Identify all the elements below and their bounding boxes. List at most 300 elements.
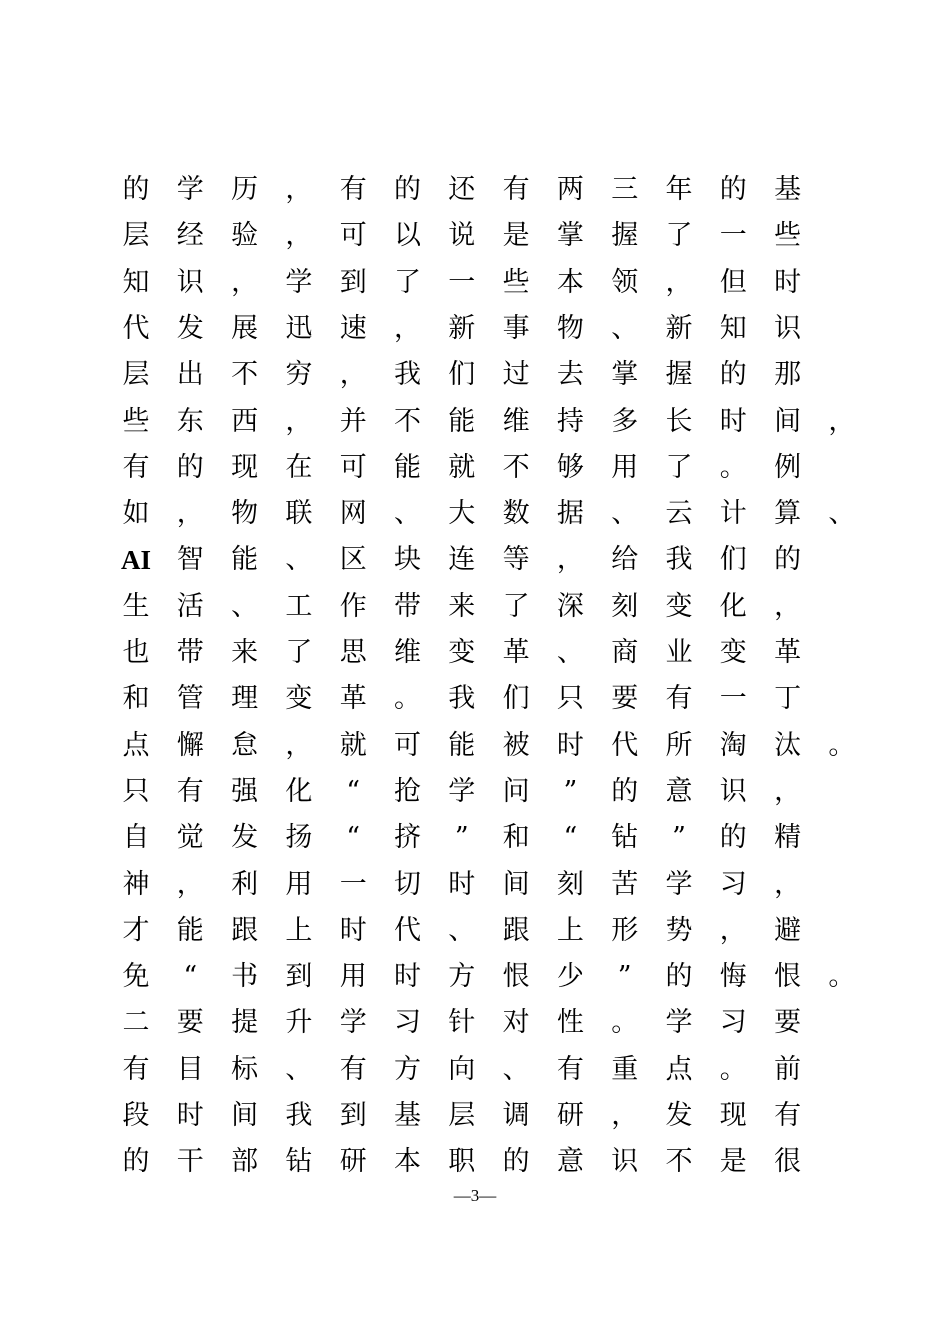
text-char: 用 xyxy=(285,868,313,900)
text-line xyxy=(0,172,950,218)
text-char: 针 xyxy=(448,1007,476,1039)
text-char: 只 xyxy=(122,775,150,807)
text-char: 例 xyxy=(774,451,802,483)
text-line xyxy=(0,867,950,913)
text-char: 标 xyxy=(231,1053,259,1085)
text-line xyxy=(0,218,950,264)
text-char: 西 xyxy=(231,405,259,437)
text-char: 的 xyxy=(719,359,747,391)
text-char: 展 xyxy=(231,312,259,344)
text-char: 。 xyxy=(719,1053,747,1085)
text-char: 速 xyxy=(339,312,367,344)
text-char: 知 xyxy=(122,266,150,298)
text-line xyxy=(0,1144,950,1190)
text-char: 怠 xyxy=(231,729,259,761)
text-char: 业 xyxy=(665,637,693,668)
text-char: 恨 xyxy=(774,961,802,993)
text-char: 新 xyxy=(665,312,693,344)
text-char: 段 xyxy=(122,1100,150,1131)
text-char: 化 xyxy=(719,590,747,622)
text-char: 现 xyxy=(231,451,259,483)
text-line xyxy=(0,542,950,588)
text-char: 。 xyxy=(611,1007,639,1039)
text-char: ” xyxy=(617,961,632,993)
text-char: 苦 xyxy=(611,868,639,900)
text-char: 时 xyxy=(774,266,802,298)
text-char: ， xyxy=(394,312,421,344)
text-char: 智 xyxy=(176,544,204,576)
text-char: 刻 xyxy=(611,590,639,622)
text-char: 。 xyxy=(828,729,856,761)
text-char: 能 xyxy=(231,544,259,576)
text-char: 识 xyxy=(176,266,204,298)
text-char: 管 xyxy=(176,683,204,715)
text-char: 时 xyxy=(719,405,747,437)
text-char: 是 xyxy=(502,220,530,252)
text-char: 。 xyxy=(394,683,421,715)
text-char: 有 xyxy=(774,1100,802,1131)
text-char: 经 xyxy=(176,220,204,252)
text-char: 前 xyxy=(774,1053,802,1085)
text-char: 习 xyxy=(394,1007,421,1039)
text-char: 的 xyxy=(176,451,204,483)
text-char: 恨 xyxy=(502,961,530,993)
text-char: 过 xyxy=(502,359,530,391)
text-char: 了 xyxy=(285,637,313,668)
text-char: 利 xyxy=(231,868,259,900)
text-char: 职 xyxy=(448,1146,476,1178)
text-line xyxy=(0,635,950,681)
text-char: 学 xyxy=(665,1007,693,1039)
text-char: 革 xyxy=(339,683,367,715)
text-char: 、 xyxy=(285,1053,313,1085)
text-char: 发 xyxy=(665,1100,693,1131)
text-char: 不 xyxy=(394,405,421,437)
text-char: ， xyxy=(285,174,313,205)
text-char: 上 xyxy=(285,914,313,946)
text-char: 刻 xyxy=(556,868,584,900)
text-char: 方 xyxy=(448,961,476,993)
text-char: 商 xyxy=(611,637,639,668)
text-char: 网 xyxy=(339,498,367,530)
text-char: 那 xyxy=(774,359,802,391)
text-char: 、 xyxy=(394,498,421,530)
text-line xyxy=(0,728,950,774)
text-char: 握 xyxy=(611,220,639,252)
text-char: 上 xyxy=(556,914,584,946)
text-char: 据 xyxy=(556,498,584,530)
text-char: 时 xyxy=(176,1100,204,1131)
text-char: 识 xyxy=(719,775,747,807)
text-char: ， xyxy=(774,590,802,622)
text-char: 本 xyxy=(394,1146,421,1178)
text-char: 能 xyxy=(448,405,476,437)
text-char: 的 xyxy=(611,775,639,807)
text-char: 说 xyxy=(448,220,476,252)
text-char: 学 xyxy=(665,868,693,900)
text-char: 穷 xyxy=(285,359,313,391)
text-char: 有 xyxy=(556,1053,584,1085)
text-char: 变 xyxy=(285,683,313,715)
text-char: 学 xyxy=(285,266,313,298)
text-char: 计 xyxy=(719,498,747,530)
text-char: 两 xyxy=(556,174,584,205)
text-char: ， xyxy=(828,405,856,437)
text-char: 的 xyxy=(122,174,150,205)
text-char: 深 xyxy=(556,590,584,622)
text-char: “ xyxy=(183,961,198,993)
text-line xyxy=(0,959,950,1005)
text-char: 研 xyxy=(339,1146,367,1178)
text-char: 、 xyxy=(556,637,584,668)
text-char: 目 xyxy=(176,1053,204,1085)
text-char: 部 xyxy=(231,1146,259,1178)
text-char: ， xyxy=(665,266,693,298)
text-char: 学 xyxy=(339,1007,367,1039)
text-line xyxy=(0,404,950,450)
text-char: 些 xyxy=(774,220,802,252)
text-char: 重 xyxy=(611,1053,639,1085)
text-line xyxy=(0,774,950,820)
text-line xyxy=(0,265,950,311)
text-char: 的 xyxy=(719,822,747,854)
text-char: 本 xyxy=(556,266,584,298)
text-char: “ xyxy=(563,822,578,854)
text-char: 变 xyxy=(665,590,693,622)
text-char: 、 xyxy=(448,914,476,946)
text-char: 能 xyxy=(394,451,421,483)
text-char: 多 xyxy=(611,405,639,437)
text-char: ， xyxy=(285,729,313,761)
text-line xyxy=(0,1098,950,1144)
text-char: 发 xyxy=(176,312,204,344)
text-char: 一 xyxy=(339,868,367,900)
page-number: —3— xyxy=(453,1186,497,1205)
text-char: 。 xyxy=(719,451,747,483)
text-char: 代 xyxy=(611,729,639,761)
text-char: 势 xyxy=(665,914,693,946)
text-line xyxy=(0,1005,950,1051)
text-char: 带 xyxy=(176,637,204,668)
text-char: 我 xyxy=(665,544,693,576)
text-char: 、 xyxy=(502,1053,530,1085)
text-char: 才 xyxy=(122,914,150,946)
text-char: 向 xyxy=(448,1053,476,1085)
text-char: 来 xyxy=(448,590,476,622)
text-char: 三 xyxy=(611,174,639,205)
text-char: ， xyxy=(231,266,259,298)
text-char: 但 xyxy=(719,266,747,298)
text-char: 些 xyxy=(502,266,530,298)
text-char: 觉 xyxy=(176,822,204,854)
text-char: 、 xyxy=(611,312,639,344)
text-char: 被 xyxy=(502,729,530,761)
text-char: 所 xyxy=(665,729,693,761)
text-char: 的 xyxy=(774,544,802,576)
text-char: 和 xyxy=(122,683,150,715)
text-char: 习 xyxy=(719,1007,747,1039)
text-char: 事 xyxy=(502,312,530,344)
text-char: 层 xyxy=(122,359,150,391)
text-char: 有 xyxy=(502,174,530,205)
text-char: 点 xyxy=(665,1053,693,1085)
text-char: 联 xyxy=(285,498,313,530)
text-char: ， xyxy=(285,405,313,437)
text-char: 了 xyxy=(665,451,693,483)
text-char: 理 xyxy=(231,683,259,715)
text-char: 生 xyxy=(122,590,150,622)
text-char: 思 xyxy=(339,637,367,668)
text-char: 够 xyxy=(556,451,584,483)
text-char: 挤 xyxy=(394,822,421,854)
text-line xyxy=(0,496,950,542)
text-char: 大 xyxy=(448,498,476,530)
text-char: 也 xyxy=(122,637,150,668)
text-char: 如 xyxy=(122,498,150,530)
text-char: 丁 xyxy=(774,683,802,715)
text-char: 问 xyxy=(502,775,530,807)
text-char: 有 xyxy=(339,1053,367,1085)
text-char: 知 xyxy=(719,312,747,344)
text-char: 有 xyxy=(122,451,150,483)
text-char: 、 xyxy=(611,498,639,530)
text-char: 升 xyxy=(285,1007,313,1039)
text-char: 的 xyxy=(394,174,421,205)
text-char: 维 xyxy=(394,637,421,668)
text-char: 是 xyxy=(719,1146,747,1178)
text-char: 点 xyxy=(122,729,150,761)
text-line xyxy=(0,913,950,959)
text-line xyxy=(0,681,950,727)
text-char: 用 xyxy=(339,961,367,993)
text-char: 握 xyxy=(665,359,693,391)
text-char: 要 xyxy=(176,1007,204,1039)
text-char: 层 xyxy=(448,1100,476,1131)
text-char: 到 xyxy=(339,266,367,298)
text-char: 了 xyxy=(665,220,693,252)
text-char: 历 xyxy=(231,174,259,205)
text-char: 工 xyxy=(285,590,313,622)
text-char: 我 xyxy=(285,1100,313,1131)
text-char: 迅 xyxy=(285,312,313,344)
text-char: 验 xyxy=(231,220,259,252)
text-line xyxy=(0,1052,950,1098)
text-char: ” xyxy=(563,775,578,807)
text-char: 书 xyxy=(231,961,259,993)
text-char: 识 xyxy=(774,312,802,344)
text-char: 不 xyxy=(231,359,259,391)
text-char: 物 xyxy=(231,498,259,530)
text-char: 连 xyxy=(448,544,476,576)
text-char: 来 xyxy=(231,637,259,668)
text-char: 持 xyxy=(556,405,584,437)
text-line xyxy=(0,820,950,866)
text-char: 方 xyxy=(394,1053,421,1085)
text-char: 跟 xyxy=(502,914,530,946)
text-char: 长 xyxy=(665,405,693,437)
text-char: 就 xyxy=(448,451,476,483)
text-char: 时 xyxy=(339,914,367,946)
text-char: 提 xyxy=(231,1007,259,1039)
text-char: ， xyxy=(556,544,584,576)
text-char: 以 xyxy=(394,220,421,252)
text-char: 算 xyxy=(774,498,802,530)
text-char: 了 xyxy=(502,590,530,622)
text-char: 学 xyxy=(448,775,476,807)
text-char: 间 xyxy=(231,1100,259,1131)
text-char: 二 xyxy=(122,1007,150,1039)
text-char: 的 xyxy=(122,1146,150,1178)
text-char: 扬 xyxy=(285,822,313,854)
text-char: 有 xyxy=(176,775,204,807)
text-char: 的 xyxy=(665,961,693,993)
text-char: 等 xyxy=(502,544,530,576)
text-char: 维 xyxy=(502,405,530,437)
text-char: 和 xyxy=(502,822,530,854)
text-char: 代 xyxy=(122,312,150,344)
text-char: 、 xyxy=(828,498,856,530)
text-char: 化 xyxy=(285,775,313,807)
text-line xyxy=(0,450,950,496)
text-char: 形 xyxy=(611,914,639,946)
text-char: 、 xyxy=(285,544,313,576)
text-char: 学 xyxy=(176,174,204,205)
text-char: 不 xyxy=(665,1146,693,1178)
text-char: 活 xyxy=(176,590,204,622)
text-char: 强 xyxy=(231,775,259,807)
text-char: 在 xyxy=(285,451,313,483)
text-char: 要 xyxy=(611,683,639,715)
text-char: 汰 xyxy=(774,729,802,761)
text-char: 淘 xyxy=(719,729,747,761)
text-char: 年 xyxy=(665,174,693,205)
text-char: ， xyxy=(611,1100,639,1131)
text-char: 精 xyxy=(774,822,802,854)
text-char: 我 xyxy=(394,359,421,391)
text-char: 层 xyxy=(122,220,150,252)
text-char: 悔 xyxy=(719,961,747,993)
text-char: 对 xyxy=(502,1007,530,1039)
text-char: 的 xyxy=(719,174,747,205)
text-char: 一 xyxy=(448,266,476,298)
text-char: 间 xyxy=(502,868,530,900)
text-line xyxy=(0,589,950,635)
text-char: 性 xyxy=(556,1007,584,1039)
text-char: 可 xyxy=(394,729,421,761)
text-char: 的 xyxy=(502,1146,530,1178)
text-char: 习 xyxy=(719,868,747,900)
text-char: ， xyxy=(339,359,367,391)
text-char: 可 xyxy=(339,451,367,483)
text-char: 很 xyxy=(774,1146,802,1178)
text-char: 干 xyxy=(176,1146,204,1178)
text-char: 不 xyxy=(502,451,530,483)
text-char: 神 xyxy=(122,868,150,900)
text-char: 、 xyxy=(231,590,259,622)
text-char: ” xyxy=(672,822,686,854)
text-char: 作 xyxy=(339,590,367,622)
text-char: 到 xyxy=(285,961,313,993)
text-char: 只 xyxy=(556,683,584,715)
text-char: 东 xyxy=(176,405,204,437)
text-char: 物 xyxy=(556,312,584,344)
text-char: 们 xyxy=(448,359,476,391)
text-char: 了 xyxy=(394,266,421,298)
text-char: 钻 xyxy=(611,822,639,854)
text-line xyxy=(0,357,950,403)
text-char: 掌 xyxy=(611,359,639,391)
text-char: 懈 xyxy=(176,729,204,761)
text-char: “ xyxy=(346,775,361,807)
text-char: 切 xyxy=(394,868,421,900)
text-char: 识 xyxy=(611,1146,639,1178)
text-char: 代 xyxy=(394,914,421,946)
text-char: 有 xyxy=(339,174,367,205)
text-char: 。 xyxy=(828,961,856,993)
text-char: ， xyxy=(774,868,802,900)
text-char: 时 xyxy=(556,729,584,761)
text-char: 们 xyxy=(502,683,530,715)
text-char: 调 xyxy=(502,1100,530,1131)
text-char: 云 xyxy=(665,498,693,530)
text-char: 能 xyxy=(448,729,476,761)
text-char: ” xyxy=(454,822,469,854)
text-char: 并 xyxy=(339,405,367,437)
text-char: ， xyxy=(176,868,204,900)
text-char: 自 xyxy=(122,822,150,854)
text-char: 时 xyxy=(394,961,421,993)
text-char: 块 xyxy=(394,544,421,576)
text-char: “ xyxy=(346,822,361,854)
text-char: 有 xyxy=(122,1053,150,1085)
text-char: ， xyxy=(774,775,802,807)
text-char: 免 xyxy=(122,961,150,993)
text-char: ， xyxy=(285,220,313,252)
text-char: 我 xyxy=(448,683,476,715)
text-char: 新 xyxy=(448,312,476,344)
text-char: 变 xyxy=(719,637,747,668)
text-char: 跟 xyxy=(231,914,259,946)
text-char: 到 xyxy=(339,1100,367,1131)
text-char: 区 xyxy=(339,544,367,576)
text-char: ， xyxy=(176,498,204,530)
text-char: 掌 xyxy=(556,220,584,252)
text-char: 革 xyxy=(774,637,802,668)
text-char: 意 xyxy=(665,775,693,807)
text-char: 们 xyxy=(719,544,747,576)
text-char: 时 xyxy=(448,868,476,900)
text-char: 间 xyxy=(774,405,802,437)
text-char: 研 xyxy=(556,1100,584,1131)
text-char: 些 xyxy=(122,405,150,437)
text-char: 意 xyxy=(556,1146,584,1178)
text-char: 抢 xyxy=(394,775,421,807)
text-char: 一 xyxy=(719,220,747,252)
text-char: 少 xyxy=(556,961,584,993)
text-char: 领 xyxy=(611,266,639,298)
text-char: 数 xyxy=(502,498,530,530)
text-char: AI xyxy=(120,545,151,576)
text-char: 出 xyxy=(176,359,204,391)
text-char: 带 xyxy=(394,590,421,622)
text-char: 革 xyxy=(502,637,530,668)
text-char: 现 xyxy=(719,1100,747,1131)
text-char: 用 xyxy=(611,451,639,483)
text-char: 钻 xyxy=(285,1146,313,1178)
text-char: 还 xyxy=(448,174,476,205)
text-char: 要 xyxy=(774,1007,802,1039)
text-char: 基 xyxy=(774,174,802,205)
